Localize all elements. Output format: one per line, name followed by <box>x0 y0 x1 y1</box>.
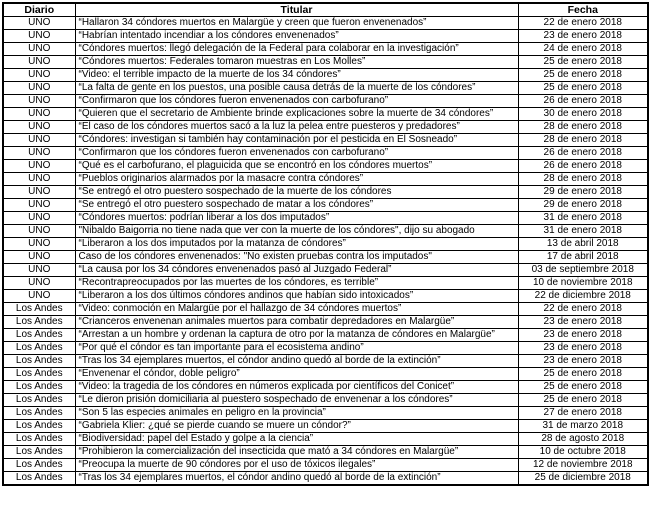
diario-cell: Los Andes <box>3 446 75 459</box>
fecha-cell: 28 de enero 2018 <box>518 134 648 147</box>
titular-cell: “Habrían intentado incendiar a los cóndores envenenados” <box>75 30 518 43</box>
fecha-cell: 22 de enero 2018 <box>518 303 648 316</box>
diario-cell: UNO <box>3 108 75 121</box>
table-row <box>3 30 648 43</box>
titular-cell: “La causa por los 34 cóndores envenenados pasó al Juzgado Federal” <box>75 264 518 277</box>
diario-cell: Los Andes <box>3 433 75 446</box>
titular-cell: “Se entregó el otro puestero sospechado de matar a los cóndores” <box>75 199 518 212</box>
diario-cell: UNO <box>3 56 75 69</box>
fecha-cell: 25 de enero 2018 <box>518 69 648 82</box>
titular-cell: “Quieren que el secretario de Ambiente brinde explicaciones sobre la muerte de 34 cóndores” <box>75 108 518 121</box>
fecha-cell: 17 de abril 2018 <box>518 251 648 264</box>
diario-cell: Los Andes <box>3 329 75 342</box>
table-row <box>3 459 648 472</box>
fecha-cell: 22 de enero 2018 <box>518 17 648 30</box>
fecha-cell: 25 de diciembre 2018 <box>518 472 648 486</box>
fecha-cell: 10 de noviembre 2018 <box>518 277 648 290</box>
titular-cell: “Confirmaron que los cóndores fueron envenenados con carbofurano” <box>75 147 518 160</box>
titular-cell: “Crianceros envenenan animales muertos para combatir depredadores en Malargüe” <box>75 316 518 329</box>
column-header-diario: Diario <box>3 3 75 17</box>
table-row <box>3 290 648 303</box>
diario-cell: UNO <box>3 186 75 199</box>
column-header-titular: Titular <box>75 3 518 17</box>
titular-cell: “Prohibieron la comercialización del insecticida que mató a 34 cóndores en Malargüe” <box>75 446 518 459</box>
titular-cell: “Se entregó el otro puestero sospechado de la muerte de los cóndores <box>75 186 518 199</box>
titular-cell: “Tras los 34 ejemplares muertos, el cóndor andino quedó al borde de la extinción” <box>75 472 518 486</box>
fecha-cell: 28 de agosto 2018 <box>518 433 648 446</box>
diario-cell: UNO <box>3 199 75 212</box>
fecha-cell: 25 de enero 2018 <box>518 368 648 381</box>
titular-cell: “Arrestan a un hombre y ordenan la captura de otro por la matanza de cóndores en Malargüe” <box>75 329 518 342</box>
titular-cell: “Envenenar el cóndor, doble peligro” <box>75 368 518 381</box>
column-header-fecha: Fecha <box>518 3 648 17</box>
table-row <box>3 368 648 381</box>
fecha-cell: 13 de abril 2018 <box>518 238 648 251</box>
diario-cell: Los Andes <box>3 342 75 355</box>
fecha-cell: 10 de octubre 2018 <box>518 446 648 459</box>
fecha-cell: 26 de enero 2018 <box>518 160 648 173</box>
fecha-cell: 31 de enero 2018 <box>518 212 648 225</box>
titular-cell: "Nibaldo Baigorria no tiene nada que ver con la muerte de los cóndores", dijo su abogado <box>75 225 518 238</box>
fecha-cell: 22 de diciembre 2018 <box>518 290 648 303</box>
diario-cell: Los Andes <box>3 316 75 329</box>
table-row <box>3 303 648 316</box>
diario-cell: Los Andes <box>3 459 75 472</box>
fecha-cell: 31 de marzo 2018 <box>518 420 648 433</box>
fecha-cell: 25 de enero 2018 <box>518 381 648 394</box>
diario-cell: Los Andes <box>3 472 75 486</box>
table-row <box>3 121 648 134</box>
titular-cell: Caso de los cóndores envenenados: "No existen pruebas contra los imputados" <box>75 251 518 264</box>
titular-cell: “Cóndores muertos: podrían liberar a los dos imputados” <box>75 212 518 225</box>
titular-cell: “La falta de gente en los puestos, una posible causa detrás de la muerte de los cóndores” <box>75 82 518 95</box>
titular-cell: “Por qué el cóndor es tan importante para el ecosistema andino” <box>75 342 518 355</box>
diario-cell: UNO <box>3 43 75 56</box>
titular-cell: “Confirmaron que los cóndores fueron envenenados con carbofurano” <box>75 95 518 108</box>
table-row <box>3 277 648 290</box>
table-row <box>3 472 648 486</box>
table-row <box>3 43 648 56</box>
diario-cell: Los Andes <box>3 355 75 368</box>
titular-cell: “Qué es el carbofurano, el plaguicida que se encontró en los cóndores muertos” <box>75 160 518 173</box>
diario-cell: UNO <box>3 160 75 173</box>
fecha-cell: 25 de enero 2018 <box>518 394 648 407</box>
table-row <box>3 238 648 251</box>
table-row <box>3 108 648 121</box>
diario-cell: UNO <box>3 69 75 82</box>
titular-cell: “Video: conmoción en Malargüe por el hallazgo de 34 cóndores muertos” <box>75 303 518 316</box>
titular-cell: “Video: el terrible impacto de la muerte de los 34 cóndores” <box>75 69 518 82</box>
table-row <box>3 134 648 147</box>
fecha-cell: 27 de enero 2018 <box>518 407 648 420</box>
fecha-cell: 25 de enero 2018 <box>518 82 648 95</box>
diario-cell: Los Andes <box>3 394 75 407</box>
diario-cell: UNO <box>3 212 75 225</box>
table-row <box>3 69 648 82</box>
fecha-cell: 23 de enero 2018 <box>518 342 648 355</box>
table-row <box>3 199 648 212</box>
table-row <box>3 173 648 186</box>
diario-cell: UNO <box>3 264 75 277</box>
fecha-cell: 23 de enero 2018 <box>518 30 648 43</box>
fecha-cell: 29 de enero 2018 <box>518 199 648 212</box>
titular-cell: “Tras los 34 ejemplares muertos, el cóndor andino quedó al borde de la extinción” <box>75 355 518 368</box>
titular-cell: “Liberaron a los dos imputados por la matanza de cóndores” <box>75 238 518 251</box>
table-row <box>3 420 648 433</box>
titular-cell: “Gabriela Klier: ¿qué se pierde cuando se muere un cóndor?” <box>75 420 518 433</box>
fecha-cell: 12 de noviembre 2018 <box>518 459 648 472</box>
titular-cell: “Pueblos originarios alarmados por la masacre contra cóndores” <box>75 173 518 186</box>
titular-cell: “Cóndores muertos: llegó delegación de la Federal para colaborar en la investigación” <box>75 43 518 56</box>
table-row <box>3 407 648 420</box>
diario-cell: Los Andes <box>3 420 75 433</box>
table-row <box>3 212 648 225</box>
titular-cell: “Le dieron prisión domiciliaria al puestero sospechado de envenenar a los cóndores” <box>75 394 518 407</box>
diario-cell: UNO <box>3 251 75 264</box>
fecha-cell: 24 de enero 2018 <box>518 43 648 56</box>
diario-cell: Los Andes <box>3 303 75 316</box>
fecha-cell: 30 de enero 2018 <box>518 108 648 121</box>
titular-cell: “Cóndores muertos: Federales tomaron muestras en Los Molles” <box>75 56 518 69</box>
titular-cell: “El caso de los cóndores muertos sacó a la luz la pelea entre puesteros y predadores” <box>75 121 518 134</box>
diario-cell: UNO <box>3 290 75 303</box>
titular-cell: “Biodiversidad: papel del Estado y golpe a la ciencia” <box>75 433 518 446</box>
articles-table <box>2 2 649 486</box>
diario-cell: UNO <box>3 238 75 251</box>
table-row <box>3 381 648 394</box>
fecha-cell: 23 de enero 2018 <box>518 355 648 368</box>
table-row <box>3 225 648 238</box>
table-row <box>3 82 648 95</box>
table-row <box>3 251 648 264</box>
table-row <box>3 394 648 407</box>
diario-cell: UNO <box>3 121 75 134</box>
table-row <box>3 56 648 69</box>
fecha-cell: 03 de septiembre 2018 <box>518 264 648 277</box>
diario-cell: UNO <box>3 225 75 238</box>
table-row <box>3 446 648 459</box>
titular-cell: “Liberaron a los dos últimos cóndores andinos que habían sido intoxicados” <box>75 290 518 303</box>
table-row <box>3 17 648 30</box>
table-row <box>3 95 648 108</box>
table-row <box>3 433 648 446</box>
diario-cell: UNO <box>3 17 75 30</box>
table-row <box>3 147 648 160</box>
table-row <box>3 316 648 329</box>
fecha-cell: 23 de enero 2018 <box>518 316 648 329</box>
diario-cell: UNO <box>3 95 75 108</box>
fecha-cell: 26 de enero 2018 <box>518 147 648 160</box>
table-row <box>3 264 648 277</box>
table-body <box>3 17 648 486</box>
titular-cell: “Son 5 las especies animales en peligro en la provincia” <box>75 407 518 420</box>
fecha-cell: 23 de enero 2018 <box>518 329 648 342</box>
titular-cell: “Video: la tragedia de los cóndores en números explicada por científicos del Conicet” <box>75 381 518 394</box>
table-row <box>3 160 648 173</box>
fecha-cell: 29 de enero 2018 <box>518 186 648 199</box>
diario-cell: Los Andes <box>3 368 75 381</box>
diario-cell: UNO <box>3 82 75 95</box>
diario-cell: UNO <box>3 134 75 147</box>
diario-cell: UNO <box>3 147 75 160</box>
diario-cell: Los Andes <box>3 381 75 394</box>
fecha-cell: 31 de enero 2018 <box>518 225 648 238</box>
diario-cell: UNO <box>3 173 75 186</box>
header-row <box>3 3 648 17</box>
titular-cell: “Recontrapreocupados por las muertes de los cóndores, es terrible” <box>75 277 518 290</box>
table-header <box>3 3 648 17</box>
diario-cell: UNO <box>3 30 75 43</box>
table-row <box>3 355 648 368</box>
fecha-cell: 28 de enero 2018 <box>518 173 648 186</box>
titular-cell: “Cóndores: investigan si también hay contaminación por el pesticida en El Sosneado” <box>75 134 518 147</box>
diario-cell: Los Andes <box>3 407 75 420</box>
fecha-cell: 28 de enero 2018 <box>518 121 648 134</box>
titular-cell: “Preocupa la muerte de 90 cóndores por el uso de tóxicos ilegales” <box>75 459 518 472</box>
table-row <box>3 342 648 355</box>
titular-cell: “Hallaron 34 cóndores muertos en Malargüe y creen que fueron envenenados” <box>75 17 518 30</box>
fecha-cell: 25 de enero 2018 <box>518 56 648 69</box>
table-row <box>3 186 648 199</box>
fecha-cell: 26 de enero 2018 <box>518 95 648 108</box>
table-row <box>3 329 648 342</box>
diario-cell: UNO <box>3 277 75 290</box>
